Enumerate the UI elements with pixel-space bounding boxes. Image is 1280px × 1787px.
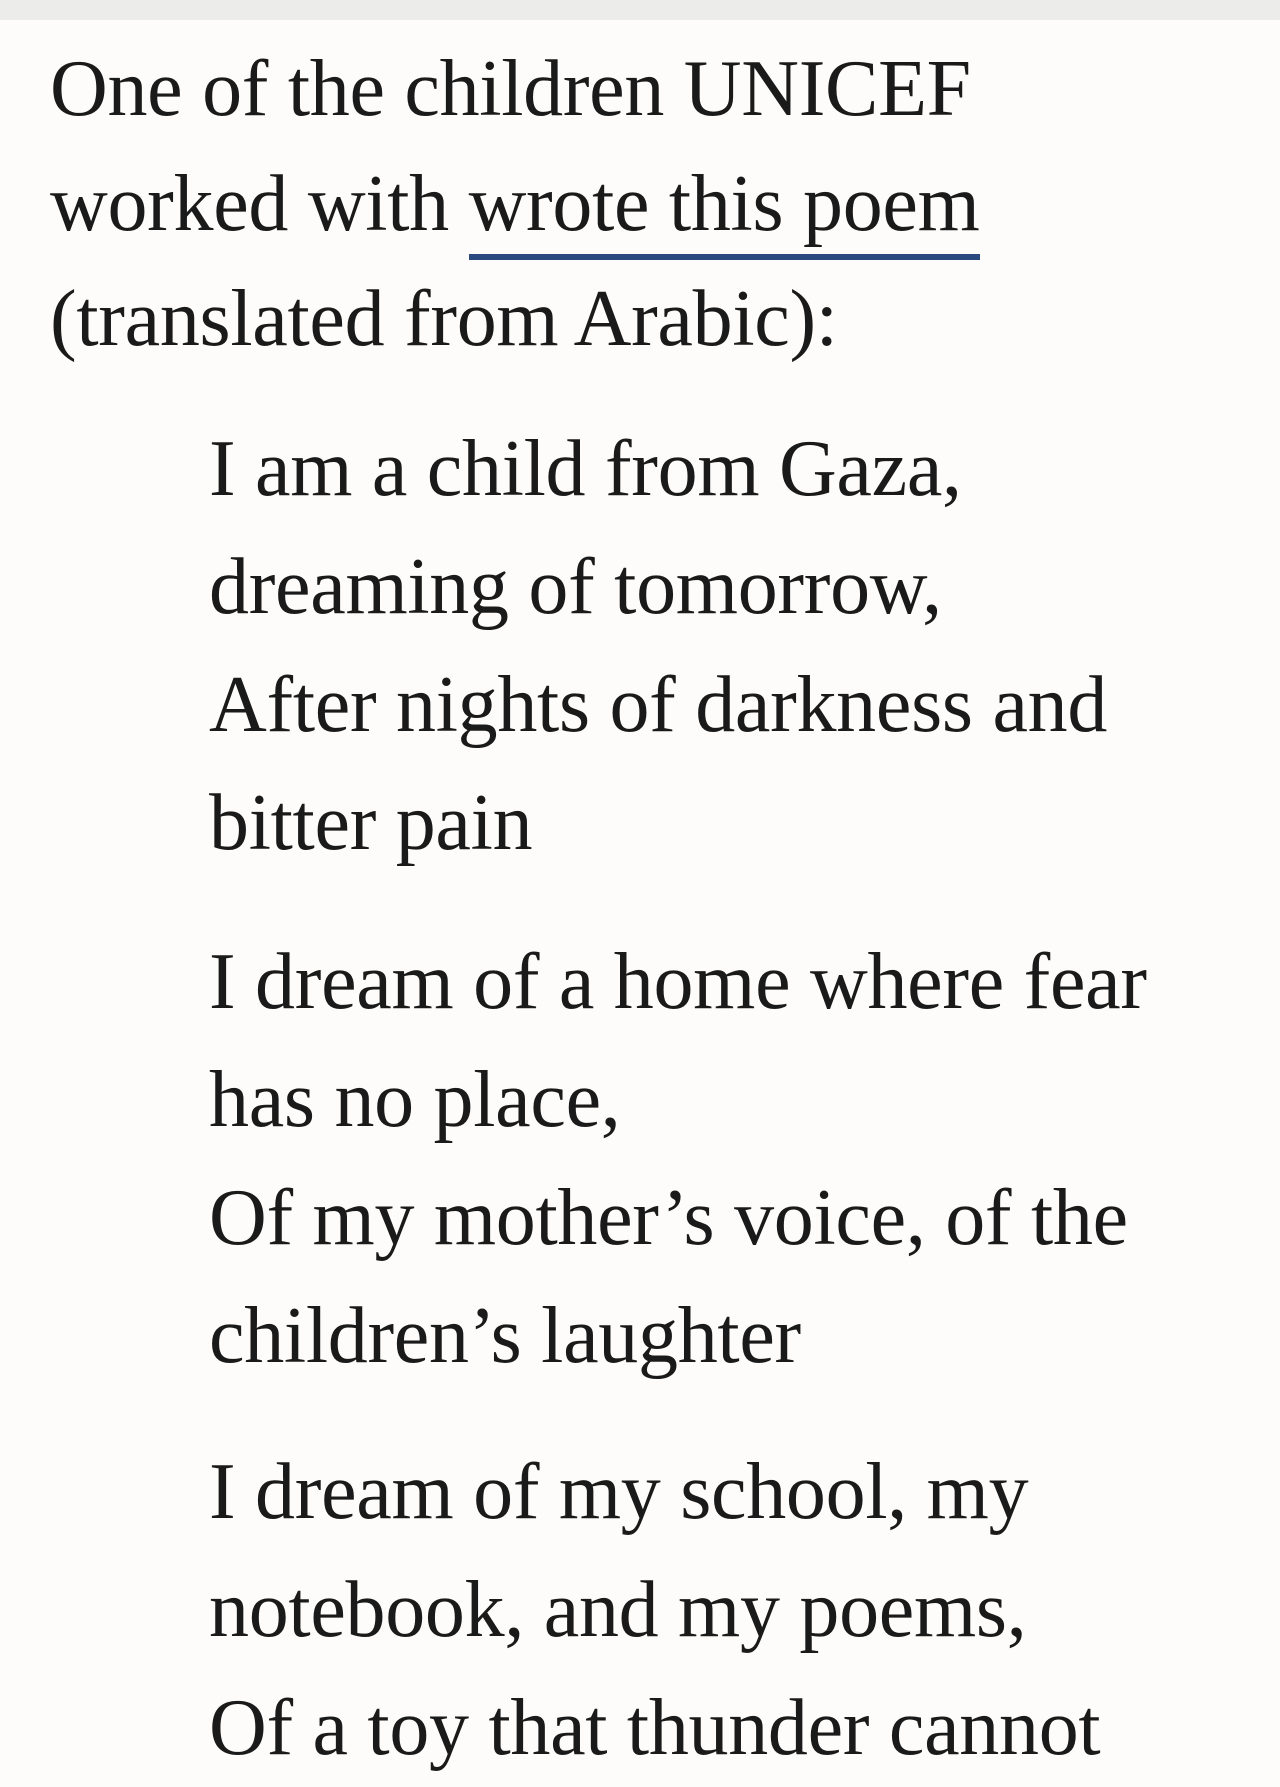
browser-top-bar [0, 0, 1280, 20]
poem-line: notebook, and my poems, [209, 1566, 1027, 1654]
poem-line: I dream of my school, my [209, 1448, 1029, 1536]
poem-stanza-3 [209, 1433, 1269, 1787]
poem-line: children’s laughter [209, 1292, 801, 1380]
poem-line-partial: Of a toy that thunder cannot [209, 1684, 1101, 1772]
intro-line-2 [50, 147, 1230, 262]
article-body [0, 20, 1280, 1772]
intro-paragraph [50, 32, 1230, 377]
intro-line-2-text: worked with [50, 160, 469, 248]
poem-link[interactable]: wrote this poem [469, 154, 980, 260]
poem-line: Of my mother’s voice, of the [209, 1174, 1128, 1262]
poem-line: dreaming of tomorrow, [209, 543, 942, 631]
poem-stanza-1 [209, 410, 1269, 882]
poem-line: has no place, [209, 1056, 621, 1144]
intro-line-3: (translated from Arabic): [50, 275, 838, 363]
intro-line-1: One of the children UNICEF [50, 45, 971, 133]
poem-line: After nights of darkness and [209, 661, 1108, 749]
poem-line: bitter pain [209, 779, 533, 867]
poem-line: I am a child from Gaza, [209, 425, 962, 513]
poem-stanza-2 [209, 923, 1269, 1395]
poem-line: I dream of a home where fear [209, 938, 1147, 1026]
